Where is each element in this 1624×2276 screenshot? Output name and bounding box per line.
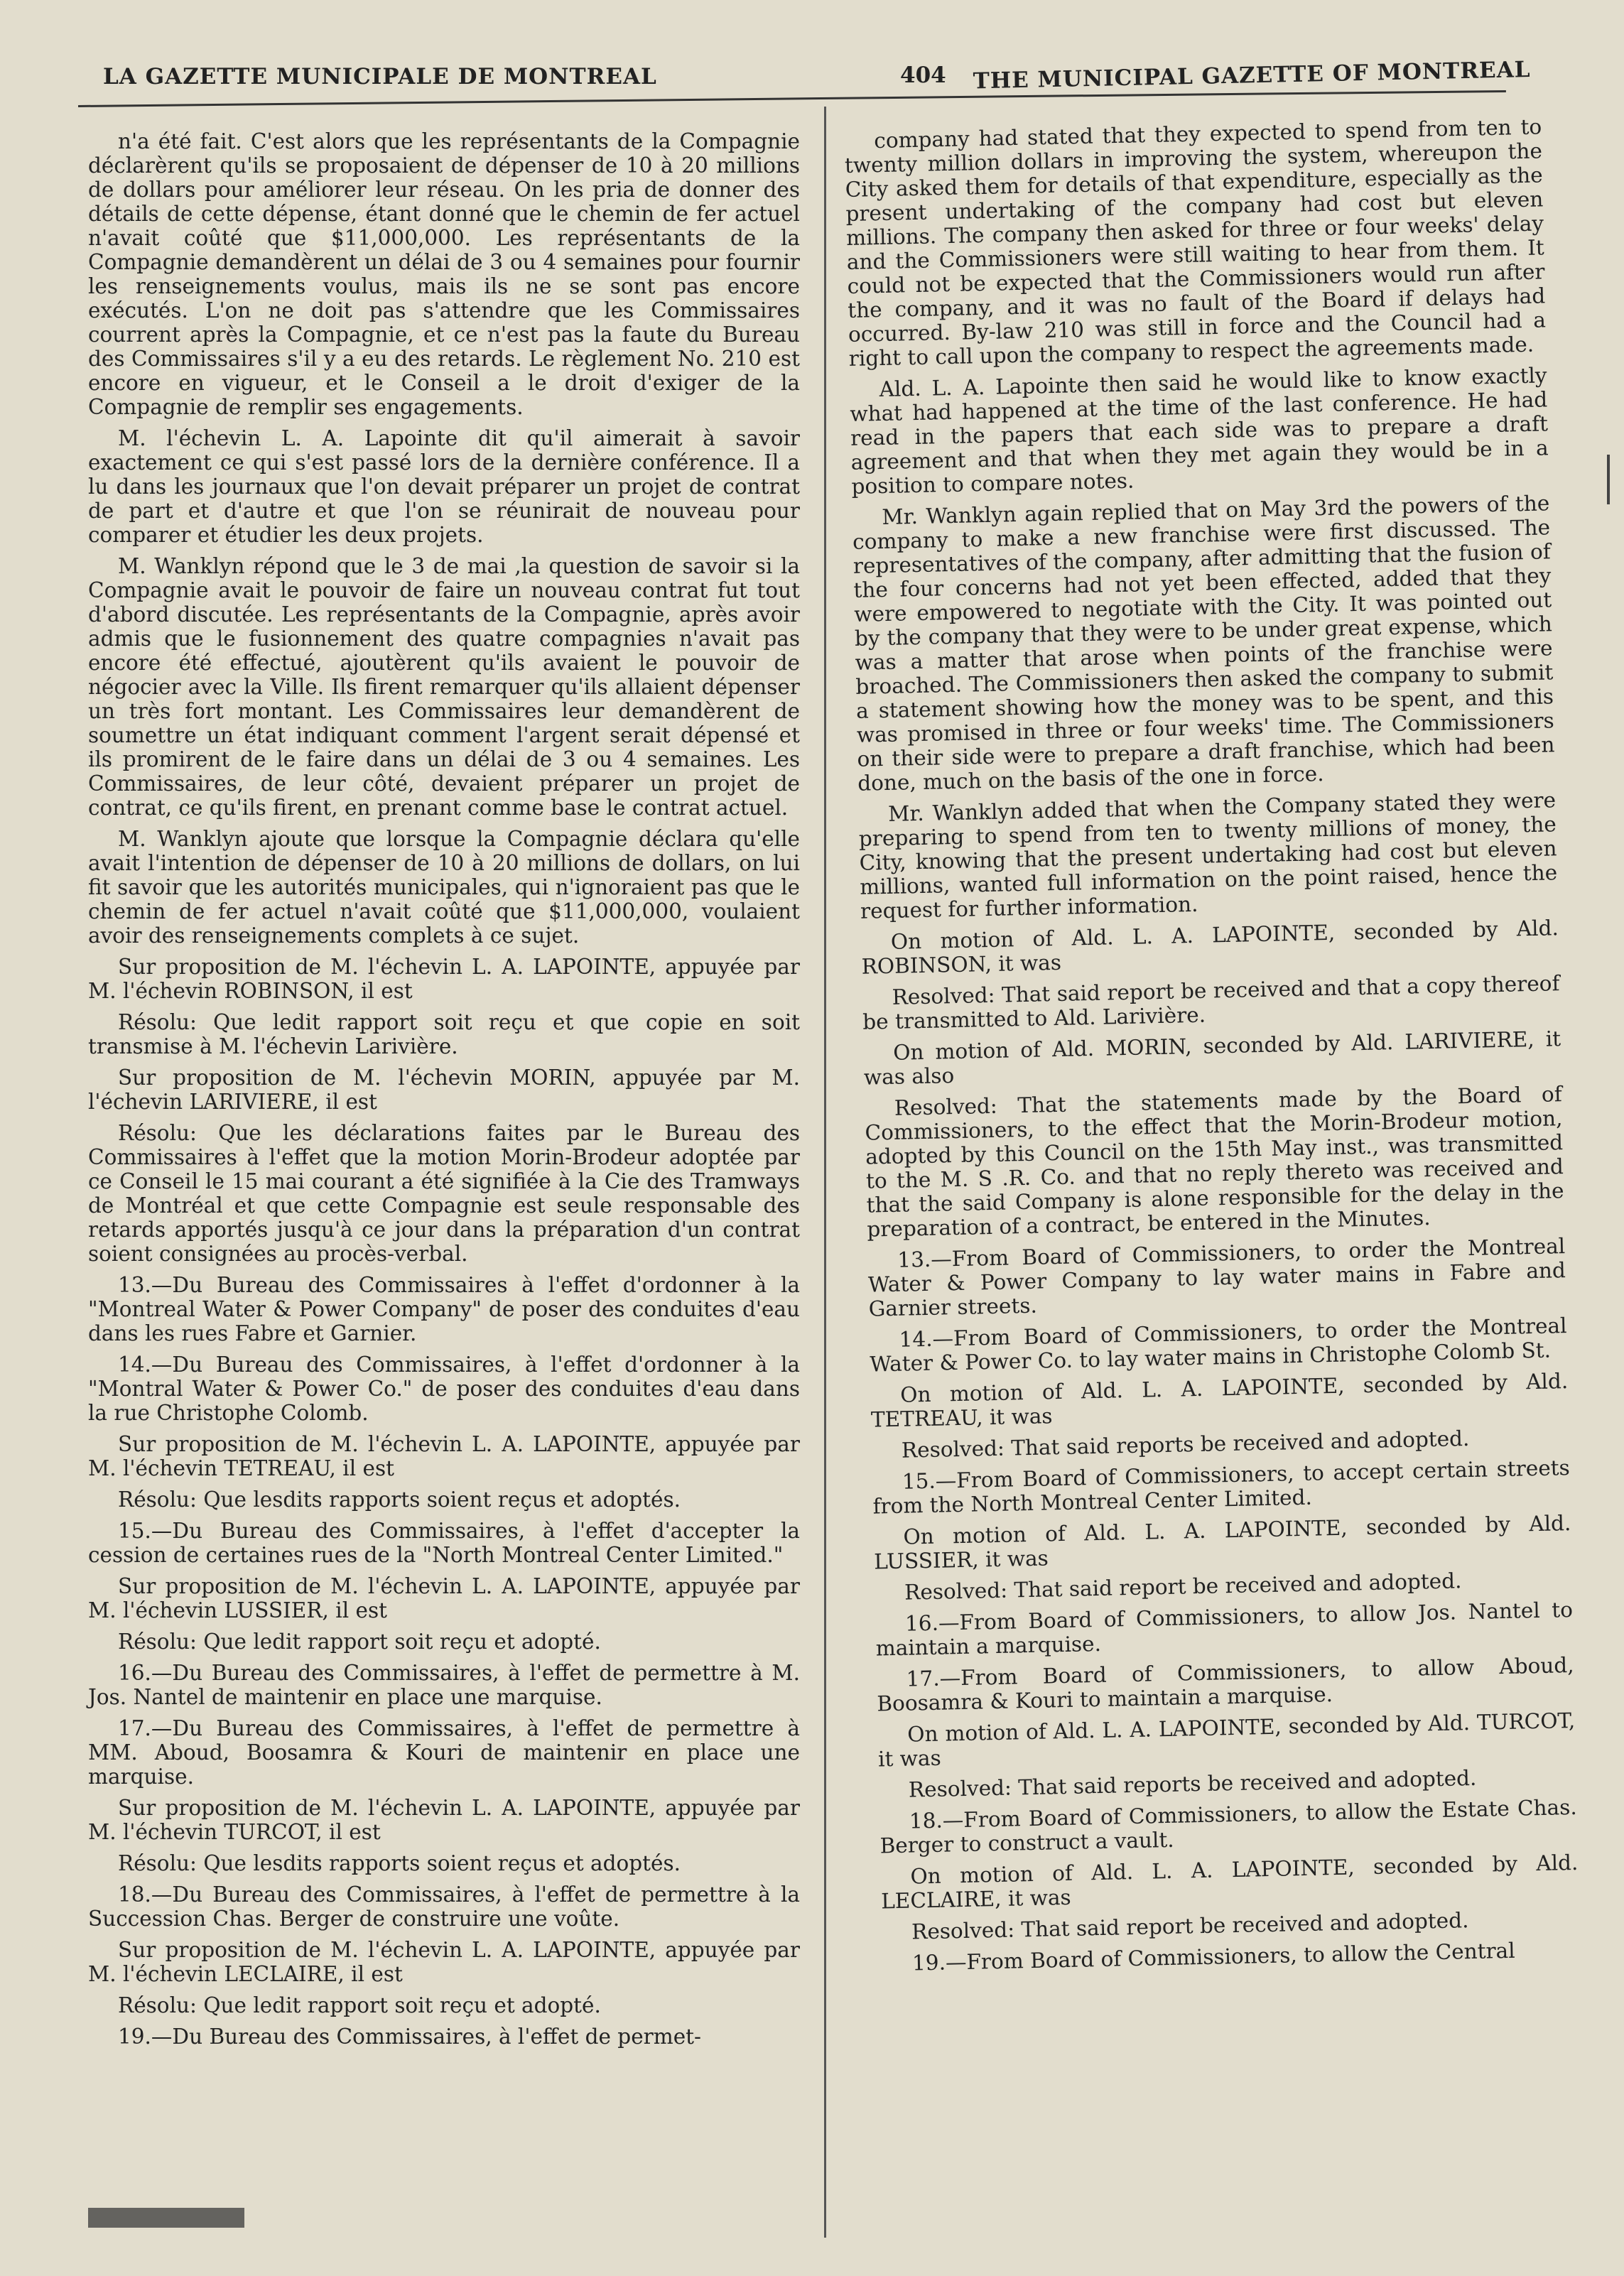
- paragraph: M. l'échevin L. A. Lapointe dit qu'il aimerait à savoir exactement ce qui s'est passé lors de la dernière conférence. Il a lu dans les journaux que l'on devait préparer un projet de contrat de part et d'autre et que l'on se réunirait de nouveau pour comparer et étudier les deux projets.: [88, 426, 800, 547]
- paragraph: Sur proposition de M. l'échevin L. A. LAPOINTE, appuyée par M. l'échevin TETREAU, il est: [88, 1432, 800, 1480]
- paragraph: Sur proposition de M. l'échevin L. A. LAPOINTE, appuyée par M. l'échevin TURCOT, il est: [88, 1796, 800, 1844]
- paragraph: 14.—Du Bureau des Commissaires, à l'effet d'ordonner à la "Montral Water & Power Co." de poser des conduites d'eau dans la rue Christophe Colomb.: [88, 1353, 800, 1425]
- paragraph: Resolved: That said report be received and adopted.: [904, 1568, 1462, 1605]
- paragraph: 13.—Du Bureau des Commissaires à l'effet d'ordonner à la "Montreal Water & Power Company" de poser des conduites d'eau dans les rues Fabre et Garnier.: [88, 1273, 800, 1345]
- paragraph: Résolu: Que lesdits rapports soient reçus et adoptés.: [118, 1487, 681, 1512]
- paragraph: Resolved: That said report be received and that a copy thereof be transmitted to Ald. Larivière.: [862, 971, 1560, 1034]
- paragraph: M. Wanklyn répond que le 3 de mai ,la question de savoir si la Compagnie avait le pouvoir de faire un nouveau contrat fut tout d'abord discutée. Les représentants de la Compagnie, après avoir admis que le fusionnement des quatre compagnies n'avait pas encore été effectué, ajoutèrent qu'ils avaient le pouvoir de négocier avec la Ville. Ils firent remarquer qu'ils allaient dépenser un très fort montant. Les Commissaires leur demandèrent de soumettre un état indiquant comment l'argent serait dépensé et ils promirent de le faire dans un délai de 3 ou 4 semaines. Les Commissaires, de leur côté, devaient préparer un projet de contrat, ce qu'ils firent, en prenant comme base le contrat actuel.: [88, 554, 800, 820]
- paragraph: M. Wanklyn ajoute que lorsque la Compagnie déclara qu'elle avait l'intention de dépenser de 10 à 20 millions de dollars, on lui fit savoir que les autorités municipales, qui n'ignoraient pas que le chemin de fer actuel n'avait coûté que $11,000,000, voulaient avoir des renseignements complets à ce sujet.: [88, 827, 800, 948]
- paragraph: 19.—Du Bureau des Commissaires, à l'effet de permet-: [118, 2025, 702, 2049]
- paragraph: Résolu: Que les déclarations faites par le Bureau des Commissaires à l'effet que la motion Morin-Brodeur adoptée par ce Conseil le 15 mai courant a été signifiée à la Cie des Tramways de Montréal et que cette Compagnie est seule responsable des retards apportés jusqu'à ce jour dans la préparation d'un contrat soient consignées au procès-verbal.: [88, 1121, 800, 1266]
- english-column: [844, 114, 1580, 1983]
- paragraph: Résolu: Que ledit rapport soit reçu et que copie en soit transmise à M. l'échevin Larivière.: [88, 1010, 800, 1058]
- paragraph: Resolved: That said reports be received and adopted.: [908, 1765, 1477, 1802]
- paragraph: 15.—Du Bureau des Commissaires, à l'effet d'accepter la cession de certaines rues de la "North Montreal Center Limited.": [88, 1519, 800, 1567]
- paragraph: 18.—From Board of Commissioners, to allow the Estate Chas. Berger to construct a vault.: [879, 1794, 1578, 1858]
- header-right-title: THE MUNICIPAL GAZETTE OF MONTREAL: [973, 57, 1531, 94]
- paragraph: Sur proposition de M. l'échevin L. A. LAPOINTE, appuyée par M. l'échevin LECLAIRE, il est: [88, 1938, 800, 1986]
- paragraph: 17.—From Board of Commissioners, to allow Aboud, Boosamra & Kouri to maintain a marquise.: [877, 1652, 1574, 1716]
- paragraph: Résolu: Que ledit rapport soit reçu et adopté.: [118, 1630, 601, 1654]
- header-left-title: LA GAZETTE MUNICIPALE DE MONTREAL: [103, 64, 657, 90]
- french-column: [88, 129, 800, 2056]
- paragraph: On motion of Ald. L. A. LAPOINTE, seconded by Ald. LUSSIER, it was: [873, 1511, 1571, 1574]
- paragraph: Résolu: Que lesdits rapports soient reçus et adoptés.: [118, 1851, 681, 1875]
- paragraph: Resolved: That said reports be received and adopted.: [901, 1426, 1470, 1463]
- paragraph: Resolved: That said report be received and adopted.: [911, 1908, 1469, 1944]
- paragraph: 15.—From Board of Commissioners, to accept certain streets from the North Montreal Center Limited.: [872, 1456, 1571, 1519]
- paragraph: Sur proposition de M. l'échevin L. A. LAPOINTE, appuyée par M. l'échevin LUSSIER, il est: [88, 1574, 800, 1622]
- paragraph: Sur proposition de M. l'échevin MORIN, appuyée par M. l'échevin LARIVIERE, il est: [88, 1066, 800, 1114]
- margin-mark: [1607, 455, 1610, 504]
- page-number: 404: [900, 63, 946, 88]
- paragraph: Resolved: That the statements made by the Board of Commissioners, to the effect that the Morin-Brodeur motion, adopted by this Council on the 15th May inst., was transmitted to the M. S .R. Co. and that no reply thereto was received and that the said Company is alone responsible for the delay in the preparation of a contract, be entered in the Minutes.: [865, 1082, 1564, 1242]
- paragraph: On motion of Ald. L. A. LAPOINTE, seconded by Ald. TURCOT, it was: [877, 1708, 1576, 1772]
- paragraph: On motion of Ald. MORIN, seconded by Ald. LARIVIERE, it was also: [863, 1026, 1561, 1090]
- paragraph: Ald. L. A. Lapointe then said he would like to know exactly what had happened at the time of the last conference. He had read in the papers that each side was to prepare a draft agreement and that when they met again they would be in a position to compare notes.: [850, 363, 1549, 499]
- paragraph: On motion of Ald. L. A. LAPOINTE, seconded by Ald. ROBINSON, it was: [861, 916, 1559, 979]
- paragraph: 16.—From Board of Commissioners, to allow Jos. Nantel to maintain a marquise.: [875, 1597, 1574, 1661]
- paragraph: company had stated that they expected to spend from ten to twenty million dollars in improving the system, whereupon the City asked them for details of that expenditure, especially as the present undertaking of the company had cost but eleven millions. The company then asked for three or four weeks' delay and the Commissioners were still waiting to hear from them. It could not be expected that the Commissioners would run after the company, and it was no fault of the Board if delays had occurred. By-law 210 was still in force and the Council had a right to call upon the company to respect the agreements made.: [844, 114, 1547, 371]
- column-divider: [824, 107, 826, 2238]
- paragraph: 18.—Du Bureau des Commissaires, à l'effet de permettre à la Succession Chas. Berger de construire une voûte.: [88, 1882, 800, 1931]
- ink-smudge: [88, 2208, 244, 2228]
- paragraph: Mr. Wanklyn added that when the Company stated they were preparing to spend from ten to twenty millions of money, the City, knowing that the present undertaking had cost but eleven millions, wanted full information on the point raised, hence the request for further information.: [858, 788, 1558, 923]
- paragraph: 16.—Du Bureau des Commissaires, à l'effet de permettre à M. Jos. Nantel de maintenir en place une marquise.: [88, 1661, 800, 1709]
- paragraph: 14.—From Board of Commissioners, to order the Montreal Water & Power Co. to lay water mains in Christophe Colomb St.: [870, 1313, 1567, 1377]
- paragraph: n'a été fait. C'est alors que les représentants de la Compagnie déclarèrent qu'ils se proposaient de dépenser de 10 à 20 millions de dollars pour améliorer leur réseau. On les pria de donner des détails de cette dépense, étant donné que le chemin de fer actuel n'avait coûté que $11,000,000. Les représentants de la Compagnie demandèrent un délai de 3 ou 4 semaines pour fournir les renseignements voulus, mais ils ne se sont pas encore exécutés. L'on ne doit pas s'attendre que les Commissaires courrent après la Compagnie, et ce n'est pas la faute du Bureau des Commissaires s'il y a eu des retards. Le règlement No. 210 est encore en vigueur, et le Conseil a le droit d'exiger de la Compagnie de remplir ses engagements.: [88, 129, 800, 419]
- paragraph: Sur proposition de M. l'échevin L. A. LAPOINTE, appuyée par M. l'échevin ROBINSON, il est: [88, 955, 800, 1003]
- paragraph: 13.—From Board of Commissioners, to order the Montreal Water & Power Company to lay water mains in Fabre and Garnier streets.: [867, 1234, 1566, 1321]
- paragraph: On motion of Ald. L. A. LAPOINTE, seconded by Ald. LECLAIRE, it was: [880, 1850, 1579, 1914]
- paragraph: 17.—Du Bureau des Commissaires, à l'effet de permettre à MM. Aboud, Boosamra & Kouri de maintenir en place une marquise.: [88, 1716, 800, 1789]
- paragraph: On motion of Ald. L. A. LAPOINTE, seconded by Ald. TETREAU, it was: [870, 1369, 1569, 1432]
- paragraph: Mr. Wanklyn again replied that on May 3rd the powers of the company to make a new franchise were first discussed. The representatives of the company, after admitting that the fusion of the four concerns had not yet been effected, added that they were empowered to negotiate with the City. It was pointed out by the company that they were to be under great expense, which was a matter that arose when points of the franchise were broached. The Commissioners then asked the company to submit a statement showing how the money was to be spent, and this was promised in three or four weeks' time. The Commissioners on their side were to prepare a draft franchise, which had been done, much on the basis of the one in force.: [852, 491, 1555, 796]
- paragraph: Résolu: Que ledit rapport soit reçu et adopté.: [118, 1993, 601, 2017]
- paragraph: 19.—From Board of Commissioners, to allow the Central: [911, 1938, 1515, 1976]
